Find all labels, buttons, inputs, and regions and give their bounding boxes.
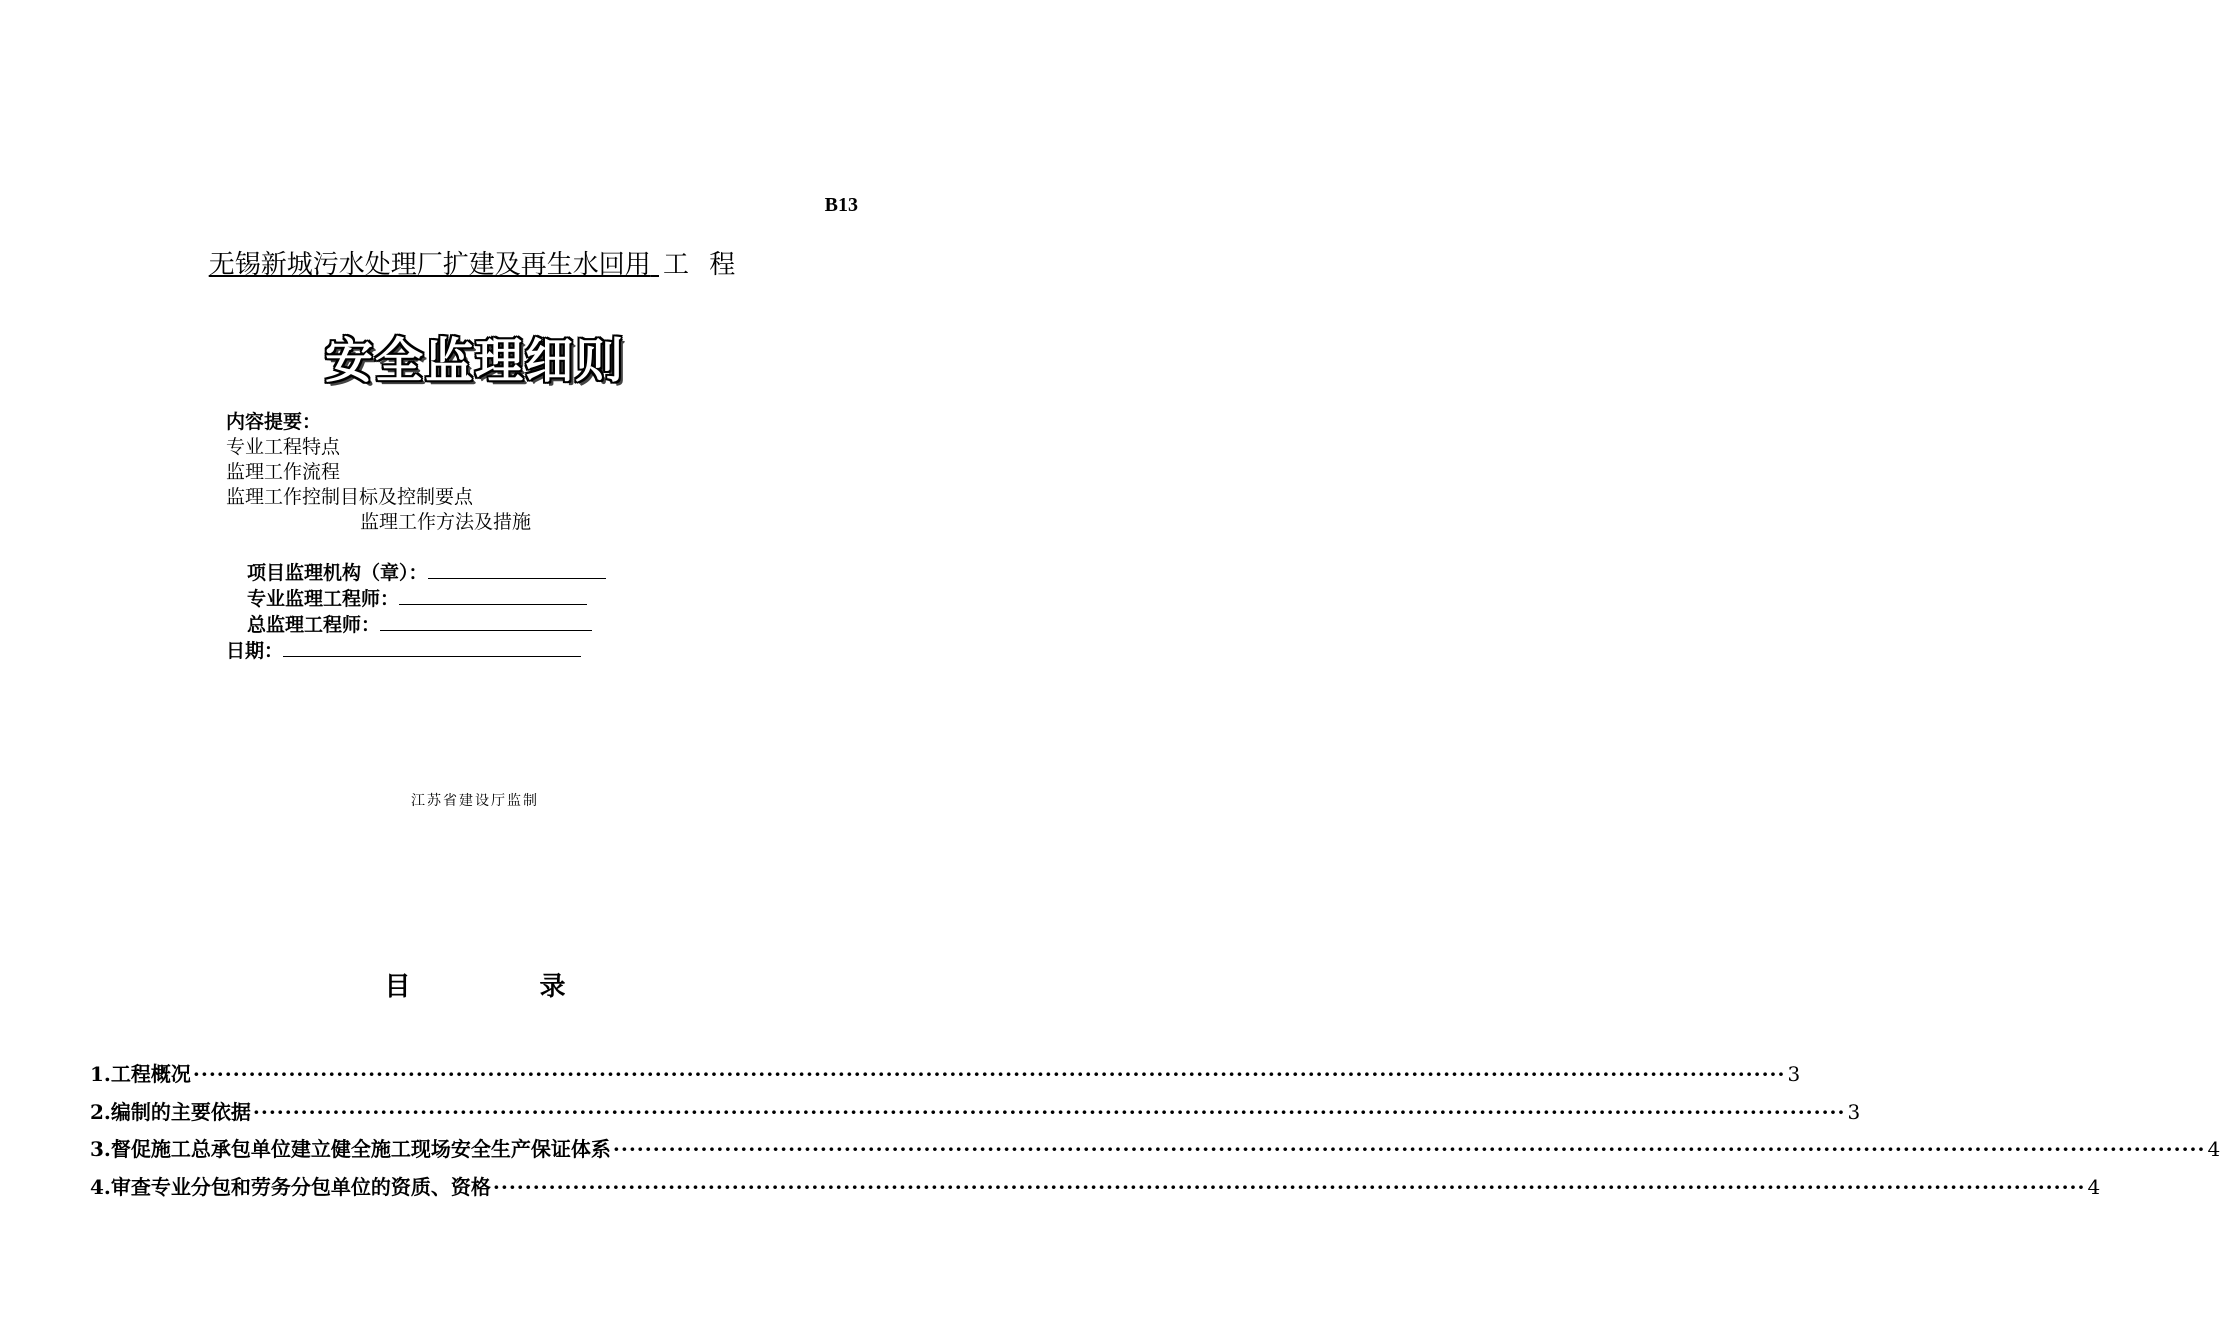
toc-list <box>90 1058 2220 1208</box>
toc-entry-label: 3.督促施工总承包单位建立健全施工现场安全生产保证体系 <box>90 1137 611 1161</box>
signature-date-label: 日期： <box>226 640 284 662</box>
toc-entry-label: 2.编制的主要依据 <box>90 1099 251 1124</box>
signature-engineer <box>247 586 587 612</box>
signature-org <box>247 560 606 586</box>
summary-item: 监理工作方法及措施 <box>360 511 532 533</box>
toc-entry-label: 4.审查专业分包和劳务分包单位的资质、资格 <box>90 1174 491 1199</box>
toc-entry-page: 3 <box>1787 1062 1801 1086</box>
toc-entry[interactable] <box>90 1171 2101 1209</box>
project-name: 无锡新城污水处理厂扩建及再生水回用 <box>208 250 651 280</box>
toc-entry-label: 1.工程概况 <box>90 1062 191 1086</box>
summary-item: 监理工作控制目标及控制要点 <box>226 486 474 508</box>
toc-entry-page: 3 <box>1847 1099 1861 1124</box>
signature-chief <box>247 612 592 638</box>
toc-entry[interactable] <box>90 1058 1801 1096</box>
toc-leader: ········································································································································································································ <box>492 1174 2086 1199</box>
toc-leader: ········································································································································································································ <box>612 1137 2206 1161</box>
signature-chief-line[interactable] <box>380 612 592 631</box>
signature-date <box>226 638 581 664</box>
signature-chief-label: 总监理工程师： <box>247 614 381 636</box>
signature-engineer-label: 专业监理工程师： <box>247 588 400 610</box>
summary-heading: 内容提要： <box>226 411 322 433</box>
toc-leader: ········································································································································································································ <box>252 1099 1846 1124</box>
toc-leader: ········································································································································································································ <box>192 1062 1786 1086</box>
summary-item: 监理工作流程 <box>226 461 341 483</box>
signature-date-line[interactable] <box>283 638 581 657</box>
signature-engineer-line[interactable] <box>399 586 587 605</box>
signature-org-label: 项目监理机构（章）： <box>247 562 428 584</box>
summary-block <box>226 410 531 535</box>
toc-title: 目 录 <box>384 972 626 1002</box>
project-title <box>0 244 950 281</box>
issuer: 江苏省建设厅监制 <box>411 793 539 809</box>
summary-item: 专业工程特点 <box>226 436 341 458</box>
signature-org-line[interactable] <box>428 560 606 579</box>
document-code: B13 <box>824 194 858 216</box>
document-title: 安全监理细则 <box>324 333 625 389</box>
toc-entry[interactable] <box>90 1133 2220 1171</box>
toc-entry-page: 4 <box>2087 1174 2101 1199</box>
toc-entry-page: 4 <box>2207 1137 2220 1161</box>
toc-entry[interactable] <box>90 1096 1861 1134</box>
project-suffix: 工 程 <box>663 250 742 280</box>
